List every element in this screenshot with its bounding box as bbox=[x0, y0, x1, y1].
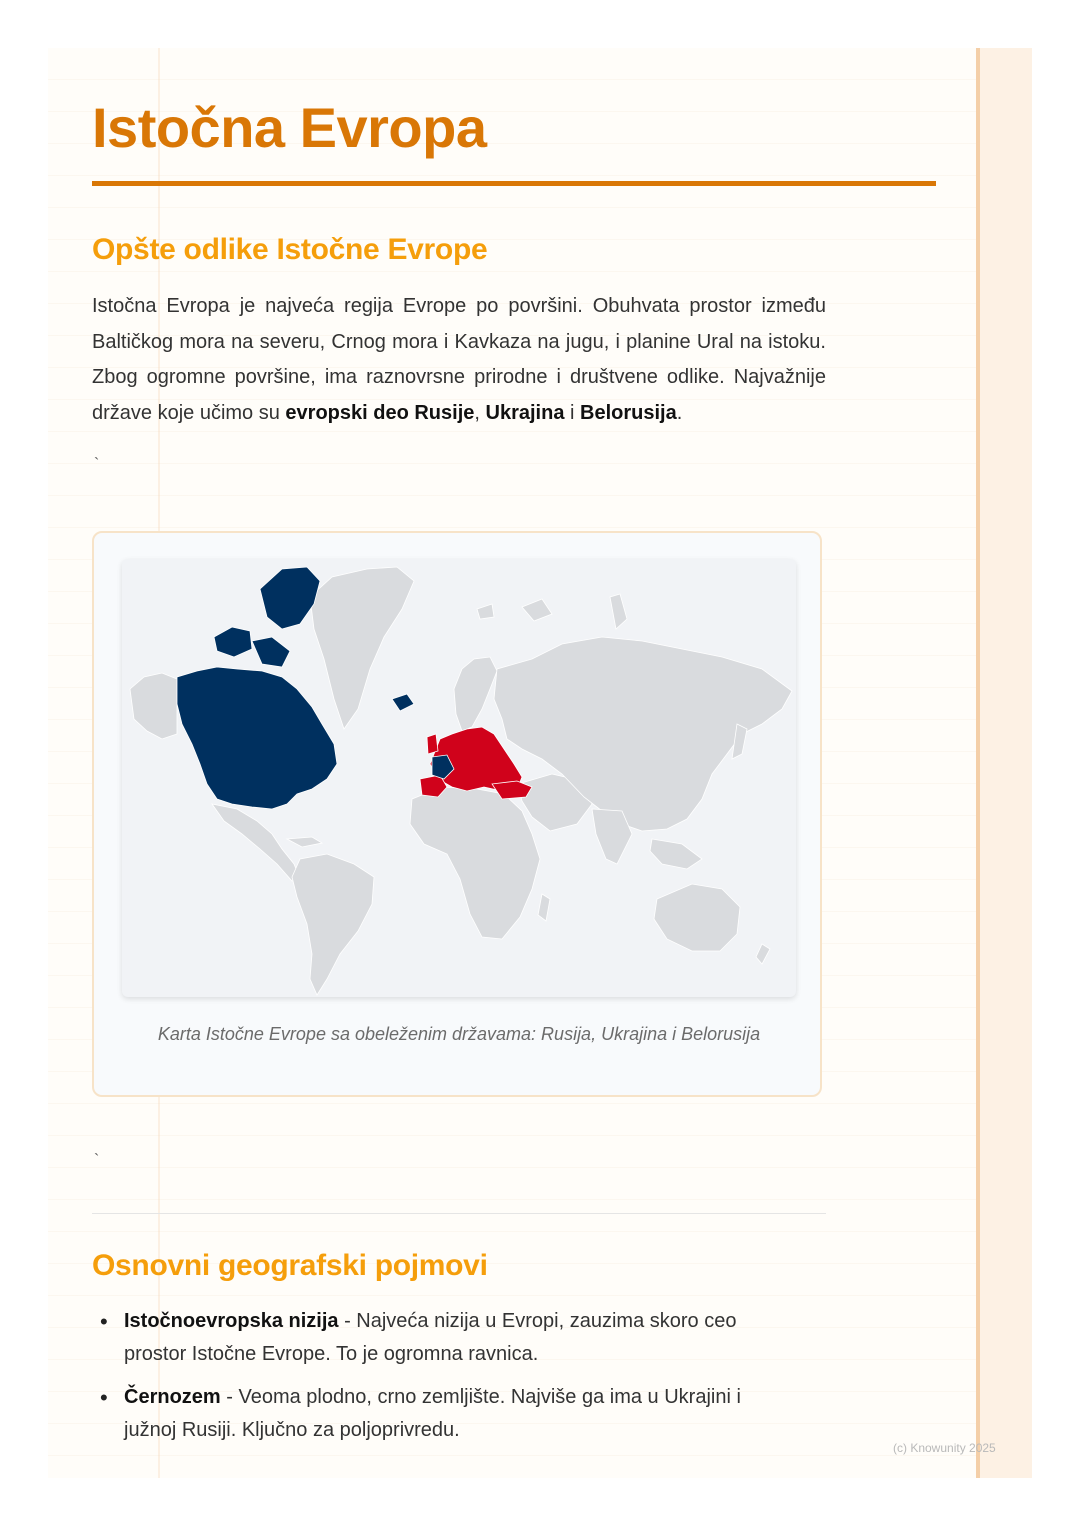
map-caption: Karta Istočne Evrope sa obeleženim državama: Rusija, Ukrajina i Belorusija bbox=[157, 1024, 761, 1044]
section-heading-terms: Osnovni geografski pojmovi bbox=[92, 1249, 488, 1282]
canada-usa-shape bbox=[177, 667, 337, 809]
africa-shape bbox=[410, 787, 540, 939]
south-america-shape bbox=[292, 854, 374, 995]
term-name: Istočnoevropska nizija bbox=[124, 1310, 339, 1332]
new-zealand-shape bbox=[756, 944, 770, 964]
bullet-icon: • bbox=[100, 1385, 108, 1410]
arctic-islands-shape bbox=[522, 599, 552, 621]
mexico-shape bbox=[212, 804, 300, 881]
term-name: Černozem bbox=[124, 1386, 221, 1408]
intro-separator-2: i bbox=[564, 401, 581, 424]
alaska-shape bbox=[130, 673, 177, 739]
canada-islands-shape bbox=[214, 627, 252, 657]
intro-paragraph bbox=[92, 289, 826, 431]
bullet-icon: • bbox=[100, 1309, 108, 1334]
intro-separator-1: , bbox=[474, 401, 486, 424]
right-margin-line bbox=[976, 48, 980, 1478]
bold-russia: evropski deo Rusije bbox=[285, 401, 475, 424]
section-divider bbox=[92, 1213, 826, 1214]
caribbean-shape bbox=[287, 837, 322, 847]
uk-shape bbox=[427, 734, 438, 754]
terms-list bbox=[92, 1305, 792, 1457]
bold-belarus: Belorusija bbox=[580, 401, 677, 424]
canada-islands-2-shape bbox=[252, 637, 290, 667]
intro-end: . bbox=[676, 401, 683, 424]
intro-text: Istočna Evropa je najveća regija Evrope po površini. Obuhvata prostor između Baltičkog mora na severu, Crnog mora i Kavkaza na jugu, i planine Ural na istoku. Zbog ogromne površine, ima raznovrsne prirodne i društvene odlike. Najvažnije države koje učimo su bbox=[92, 295, 826, 424]
copyright-footer: (c) Knowunity 2025 bbox=[893, 1441, 996, 1455]
scandinavia-shape bbox=[454, 657, 497, 731]
world-map bbox=[122, 559, 796, 997]
right-margin-strip bbox=[976, 48, 1032, 1478]
term-description: - Veoma plodno, crno zemljište. Najviše ga ima u Ukrajini i južnoj Rusiji. Ključno za poljoprivredu. bbox=[124, 1386, 741, 1441]
page-title: Istočna Evropa bbox=[92, 96, 487, 159]
bold-ukraine: Ukrajina bbox=[485, 401, 565, 424]
novaya-zemlya-shape bbox=[610, 594, 627, 629]
section-heading-general: Opšte odlike Istočne Evrope bbox=[92, 233, 488, 266]
svalbard-shape bbox=[477, 604, 494, 619]
term-description: - Najveća nizija u Evropi, zauzima skoro ceo prostor Istočne Evrope. To je ogromna ravnica. bbox=[124, 1310, 737, 1365]
canada-arctic-shape bbox=[260, 567, 320, 629]
madagascar-shape bbox=[538, 894, 550, 921]
world-map-svg bbox=[122, 559, 796, 997]
list-item bbox=[92, 1381, 792, 1447]
list-item bbox=[92, 1305, 792, 1371]
stray-backtick-2: ` bbox=[94, 1152, 100, 1169]
title-underline bbox=[92, 181, 936, 186]
southeast-asia-shape bbox=[650, 839, 702, 869]
iceland-shape bbox=[392, 694, 414, 711]
australia-shape bbox=[654, 884, 740, 951]
stray-backtick: ` bbox=[94, 456, 100, 473]
